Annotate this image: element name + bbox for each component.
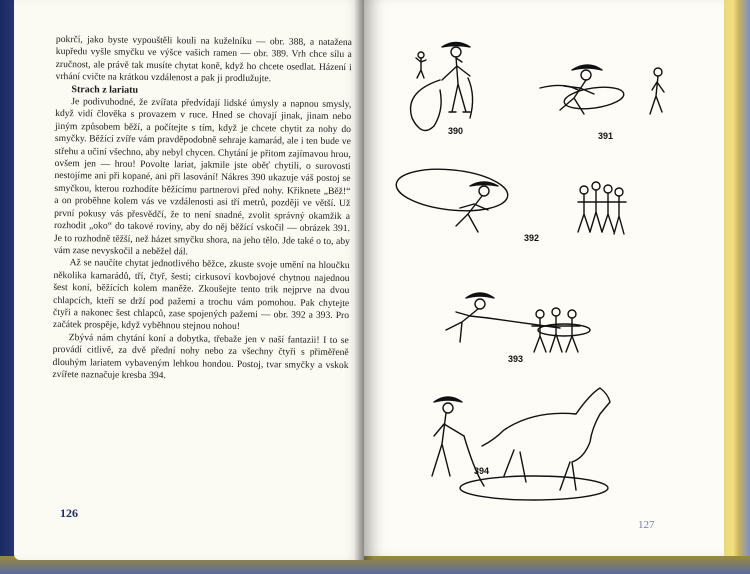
section-heading: Strach z lariatu [71,83,139,96]
paragraph-2: Je podivuhodné, že zvířata předvídají lidské úmysly a napnou smysly, když vidí člověka s provazem v ruce. Hned se chovají jinak, jinam nebo jiným způsobem běží, a počítejte s tím, když je chcete chytit za nohy do smyčky. Běžící zvíře vám pravděpodobně sehraje kamarád, ale i ten bude ve střehu a učiní všechno, aby nebyl chycen. Chytání je přitom zajímavou hrou, ovšem jen — hrou! Povolte lariat, jakmile jste oběť chytili, o surovosti nestojíme ani při kopané, ani při lasování! Nákres 390 ukazuje váš postoj se smyčkou, kterou rozhodíte běžícímu partnerovi před nohy. Křiknete „Běž!“ a on proběhne kolem vás ve vzdálenosti asi tří metrů, později ve větší. Už první pokusy vás přesvědčí, že to není snadné, zvolit správný okamžik a rozhodit „oko“ do takové roviny, aby do něj běžící vskočil — obrázek 391. Je to rozhodně těžší, než házet smyčku shora, na jeho tělo. Jde také o to, aby vám zase nevyskočil a neběžel dál. [53,96,352,258]
figure-label-392: 392 [524,233,540,243]
page-number-left: 126 [60,506,78,520]
figure-393-illustration [446,293,590,352]
page-block-edge [722,0,750,574]
figure-label-394: 394 [474,466,490,476]
figure-391-illustration [540,65,664,114]
figure-394-illustration [432,388,610,500]
left-page-text [52,34,352,384]
paragraph-4: Zbývá nám chytání koní a dobytka, třebaže jen v naší fantazii! I to se provádí citlivě, za dvě přední nohy nebo za všechny čtyři s přiměřeně dlouhým lariatem vybaveným lehkou hondou. Postoj, tvar smyčky a vskok zvířete naznačuje kresba 394. [52,331,349,382]
illustrations-svg [364,0,724,556]
figure-label-391: 391 [598,131,614,141]
paragraph-1: pokrčí, jako byste vypouštěli kouli na kuželníku — obr. 388, a natažena kupředu vyšle smyčku ve výšce vašich ramen — obr. 389. Vrh chce sílu a zručnost, ale právě tak musíte chytat koně, když ho chcete osedlat. Házení i vrhání cvičte na krátkou vzdálenost a pak ji prodlužujte. [55,34,352,85]
figure-390-illustration [411,43,473,131]
figure-label-393: 393 [508,354,524,364]
figure-label-390: 390 [448,126,464,136]
page-number-right: 127 [638,519,655,531]
right-page [364,0,724,556]
paragraph-3: Až se naučíte chytat jednotlivého běžce, zkuste svoje umění na hloučku několika kamarádů, tří, čtyř, šesti; cirkusoví kovbojové chytnou najednou šest koní, běžících kolem maněže. Zkoušejte tento trik nejprve na dvou chlapcích, kteří se drží pod pažemi a trochu vám pomohou. Pak chytejte čtyři a nakonec šest chlapců, zase spojených pažemi — obr. 392 a 393. Pro začátek prospěje, když vyběhnou stejnou nohou! [52,257,350,333]
left-page [14,0,364,560]
figure-392-illustration [394,164,626,234]
